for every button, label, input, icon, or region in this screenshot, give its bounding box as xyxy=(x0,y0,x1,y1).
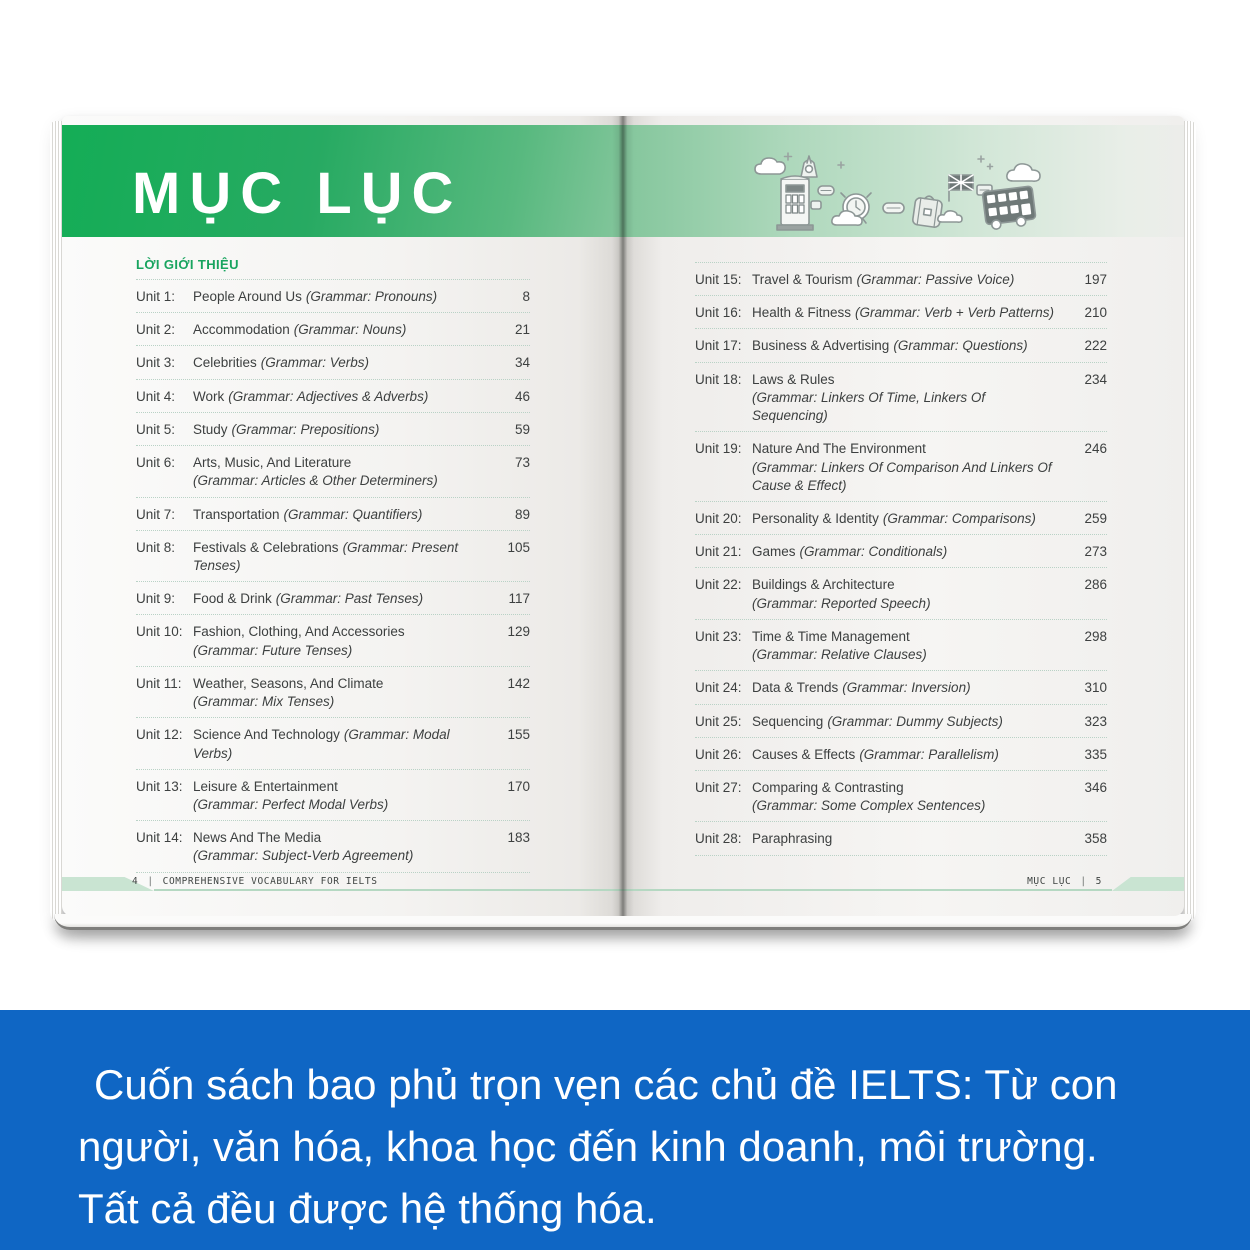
unit-title xyxy=(752,576,1069,612)
header-band-light xyxy=(623,125,1184,237)
grammar-note: (Grammar: Comparisons) xyxy=(882,510,1036,526)
unit-title xyxy=(193,675,492,711)
toc-entry xyxy=(695,535,1107,568)
unit-title-text: Causes & Effects xyxy=(752,746,856,762)
unit-title xyxy=(193,321,492,339)
footer-book-title: COMPREHENSIVE VOCABULARY FOR IELTS xyxy=(162,876,378,887)
unit-title-text: Time & Time Management xyxy=(752,628,910,644)
caption-banner xyxy=(0,1010,1250,1250)
unit-title xyxy=(193,726,492,762)
unit-title xyxy=(752,510,1069,528)
toc-entry xyxy=(136,667,530,718)
unit-title xyxy=(752,713,1069,731)
unit-label: Unit 1: xyxy=(136,289,176,304)
footer-ribbon xyxy=(1112,877,1184,891)
page-number: 358 xyxy=(1084,831,1107,847)
unit-title-text: Health & Fitness xyxy=(752,305,852,321)
toc-entry xyxy=(136,498,530,531)
grammar-note: (Grammar: Dummy Subjects) xyxy=(827,713,1003,729)
page-stack-bottom xyxy=(54,914,1192,930)
toc-entry xyxy=(136,380,530,413)
toc-entry xyxy=(695,502,1107,535)
toc-right xyxy=(695,262,1107,856)
page-number: 234 xyxy=(1084,371,1107,387)
unit-title-text: Data & Trends xyxy=(752,680,839,696)
page-number: 197 xyxy=(1084,272,1107,287)
unit-label: Unit 11: xyxy=(136,675,182,691)
stamp-icon xyxy=(883,203,904,213)
grammar-note: (Grammar: Perfect Modal Verbs) xyxy=(193,796,389,812)
footer-rule xyxy=(154,889,623,892)
grammar-note: (Grammar: Linkers Of Comparison And Linkers Of Cause & Effect) xyxy=(752,459,1052,493)
toc-entry xyxy=(136,615,530,666)
footer-rule xyxy=(623,889,1112,892)
unit-title xyxy=(752,371,1069,426)
header-band xyxy=(62,125,623,237)
grammar-note: (Grammar: Conditionals) xyxy=(799,544,948,560)
unit-label: Unit 10: xyxy=(136,624,183,640)
unit-title xyxy=(193,623,492,659)
page-number: 259 xyxy=(1084,510,1107,526)
unit-title xyxy=(752,830,1069,848)
footer-separator: | xyxy=(1080,876,1087,887)
page-number: 323 xyxy=(1084,713,1107,729)
unit-label: Unit 15: xyxy=(695,272,742,287)
page-number: 129 xyxy=(507,624,530,640)
grammar-note: (Grammar: Pronouns) xyxy=(305,289,438,304)
toc-entry xyxy=(136,313,530,346)
toc-entry xyxy=(695,363,1107,433)
unit-label: Unit 13: xyxy=(136,778,183,794)
page-number: 89 xyxy=(514,506,530,522)
grammar-note: (Grammar: Questions) xyxy=(893,338,1028,354)
unit-title xyxy=(752,746,1069,764)
toc-entry xyxy=(695,771,1107,822)
grammar-note: (Grammar: Verbs) xyxy=(260,355,370,371)
unit-title xyxy=(193,590,492,608)
unit-title xyxy=(752,440,1069,495)
grammar-note: (Grammar: Linkers Of Time, Linkers Of Sequencing) xyxy=(752,389,986,424)
page-stack-left xyxy=(50,121,62,922)
unit-label: Unit 22: xyxy=(695,577,742,593)
page-number: 117 xyxy=(508,591,530,607)
unit-title-text: Weather, Seasons, And Climate xyxy=(193,675,384,691)
unit-title-text: Personality & Identity xyxy=(752,510,879,526)
unit-label: Unit 25: xyxy=(695,713,742,729)
big-ben-icon xyxy=(801,156,817,177)
unit-label: Unit 8: xyxy=(136,539,176,555)
grammar-note: (Grammar: Quantifiers) xyxy=(283,506,423,522)
caption-line: Tất cả đều được hệ thống hóa. xyxy=(78,1185,657,1232)
unit-title-text: Transportation xyxy=(193,506,280,522)
bus-icon xyxy=(982,186,1036,230)
page-number: 335 xyxy=(1084,746,1107,762)
unit-label: Unit 20: xyxy=(695,510,742,526)
unit-title-text: News And The Media xyxy=(193,830,322,846)
book-spine xyxy=(612,116,634,916)
page-number: 346 xyxy=(1084,779,1107,795)
page-number: 46 xyxy=(514,388,530,404)
unit-label: Unit 18: xyxy=(695,371,742,387)
left-page-footer xyxy=(62,875,623,892)
footer-section-label: MỤC LỤC xyxy=(1027,876,1072,887)
page-number: 21 xyxy=(514,322,530,338)
unit-title-text: Buildings & Architecture xyxy=(752,577,895,593)
unit-label: Unit 12: xyxy=(136,727,183,743)
grammar-note: (Grammar: Passive Voice) xyxy=(856,272,1015,287)
page-number: 210 xyxy=(1084,305,1107,321)
grammar-note: (Grammar: Future Tenses) xyxy=(193,642,353,658)
unit-title-text: Festivals & Celebrations xyxy=(193,539,339,555)
unit-title xyxy=(752,304,1069,322)
intro-heading: LỜI GIỚI THIỆU xyxy=(136,257,530,280)
grammar-note: (Grammar: Some Complex Sentences) xyxy=(752,798,986,814)
toc-entry xyxy=(695,263,1107,296)
unit-label: Unit 9: xyxy=(136,591,176,607)
unit-title xyxy=(193,354,492,372)
unit-title-text: Laws & Rules xyxy=(752,371,835,387)
unit-title-text: Business & Advertising xyxy=(752,338,890,354)
unit-title xyxy=(193,506,492,524)
unit-label: Unit 2: xyxy=(136,322,176,338)
page-title: MỤC LỤC xyxy=(132,161,463,226)
toc-entry xyxy=(136,770,530,821)
unit-label: Unit 5: xyxy=(136,421,176,437)
unit-label: Unit 7: xyxy=(136,506,176,522)
page-number: 222 xyxy=(1084,338,1107,354)
toc-entry xyxy=(695,296,1107,329)
suitcase-icon xyxy=(912,194,943,227)
stamp-icon xyxy=(811,186,834,209)
grammar-note: (Grammar: Subject-Verb Agreement) xyxy=(193,848,414,864)
unit-title-text: Work xyxy=(193,388,225,404)
grammar-note: (Grammar: Prepositions) xyxy=(231,421,380,437)
unit-title xyxy=(752,779,1069,815)
grammar-note: (Grammar: Relative Clauses) xyxy=(752,647,927,663)
grammar-note: (Grammar: Nouns) xyxy=(293,322,407,338)
unit-title-text: Comparing & Contrasting xyxy=(752,779,904,795)
unit-title xyxy=(193,778,492,814)
grammar-note: (Grammar: Inversion) xyxy=(842,680,971,696)
unit-title-text: Travel & Tourism xyxy=(752,272,853,287)
unit-title xyxy=(752,543,1069,561)
unit-label: Unit 16: xyxy=(695,305,742,321)
unit-label: Unit 28: xyxy=(695,831,742,847)
unit-title-text: Leisure & Entertainment xyxy=(193,778,338,794)
phone-booth-icon xyxy=(777,176,813,230)
toc-entry xyxy=(695,738,1107,771)
unit-title xyxy=(193,288,492,306)
toc-entry xyxy=(136,821,530,872)
unit-title-text: Science And Technology xyxy=(193,727,340,743)
unit-title-text: Celebrities xyxy=(193,355,257,371)
grammar-note: (Grammar: Mix Tenses) xyxy=(193,694,335,710)
toc-entry xyxy=(136,413,530,446)
toc-left xyxy=(136,257,530,873)
toc-entry xyxy=(695,432,1107,502)
toc-entry xyxy=(136,582,530,615)
page-number: 273 xyxy=(1084,544,1107,560)
right-page xyxy=(623,116,1184,916)
page-number: 310 xyxy=(1084,680,1107,696)
unit-title xyxy=(193,421,492,439)
unit-label: Unit 14: xyxy=(136,830,183,846)
toc-entry xyxy=(695,568,1107,619)
cloud-icon xyxy=(755,158,785,174)
unit-label: Unit 3: xyxy=(136,355,176,371)
unit-label: Unit 19: xyxy=(695,441,742,457)
unit-title-text: Accommodation xyxy=(193,322,290,338)
page-number: 73 xyxy=(514,455,530,471)
footer-page-number: 4 xyxy=(132,876,139,887)
page-stack-right xyxy=(1184,121,1196,922)
unit-label: Unit 4: xyxy=(136,388,176,404)
page-number: 105 xyxy=(507,539,530,555)
page-number: 298 xyxy=(1084,628,1107,644)
toc-entry xyxy=(695,822,1107,855)
unit-title xyxy=(193,829,492,865)
unit-title-text: Paraphrasing xyxy=(752,831,833,847)
unit-title-text: Arts, Music, And Literature xyxy=(193,455,352,471)
toc-entry xyxy=(136,718,530,769)
page-number: 155 xyxy=(507,727,530,743)
toc-entry xyxy=(695,620,1107,671)
unit-title xyxy=(752,337,1069,355)
grammar-note: (Grammar: Modal Verbs) xyxy=(193,727,450,761)
page-number: 183 xyxy=(507,830,530,846)
toc-entry xyxy=(136,280,530,313)
unit-title-text: Nature And The Environment xyxy=(752,441,926,457)
page-number: 246 xyxy=(1084,441,1107,457)
unit-title-text: Sequencing xyxy=(752,713,824,729)
unit-label: Unit 27: xyxy=(695,779,742,795)
toc-entry xyxy=(136,446,530,497)
footer-page-number: 5 xyxy=(1095,876,1102,887)
grammar-note: (Grammar: Reported Speech) xyxy=(752,595,931,611)
grammar-note: (Grammar: Present Tenses) xyxy=(193,539,459,573)
unit-title-text: Games xyxy=(752,544,796,560)
unit-title xyxy=(193,388,492,406)
unit-title xyxy=(752,271,1069,289)
unit-title xyxy=(752,679,1069,697)
unit-title xyxy=(193,454,492,490)
caption-line: Cuốn sách bao phủ trọn vẹn các chủ đề IELTS: Từ con xyxy=(94,1061,1118,1108)
unit-title xyxy=(193,539,492,575)
unit-label: Unit 26: xyxy=(695,746,742,762)
sparkle-icon xyxy=(785,153,993,169)
unit-label: Unit 23: xyxy=(695,628,742,644)
toc-entry xyxy=(136,346,530,379)
page-number: 170 xyxy=(507,778,530,794)
unit-label: Unit 24: xyxy=(695,680,742,696)
left-page xyxy=(62,116,623,916)
page-number: 286 xyxy=(1084,577,1107,593)
caption-line: người, văn hóa, khoa học đến kinh doanh, môi trường. xyxy=(78,1123,1098,1170)
uk-flag-icon xyxy=(949,175,973,201)
toc-entry xyxy=(136,531,530,582)
unit-title-text: Study xyxy=(193,421,228,437)
unit-title-text: People Around Us xyxy=(193,289,302,304)
unit-label: Unit 21: xyxy=(695,544,742,560)
page-number: 34 xyxy=(514,355,530,371)
unit-title xyxy=(752,628,1069,664)
unit-label: Unit 17: xyxy=(695,338,742,354)
toc-entry xyxy=(695,705,1107,738)
london-doodles xyxy=(741,143,1053,255)
grammar-note: (Grammar: Articles & Other Determiners) xyxy=(193,473,438,489)
cloud-icon xyxy=(1007,164,1040,181)
page-number: 142 xyxy=(507,675,530,691)
grammar-note: (Grammar: Parallelism) xyxy=(859,746,999,762)
right-page-footer xyxy=(623,875,1184,892)
grammar-note: (Grammar: Verb + Verb Patterns) xyxy=(855,305,1054,321)
toc-entry xyxy=(695,671,1107,704)
page-number: 59 xyxy=(514,421,530,437)
grammar-note: (Grammar: Adjectives & Adverbs) xyxy=(228,388,429,404)
unit-title-text: Fashion, Clothing, And Accessories xyxy=(193,624,405,640)
grammar-note: (Grammar: Past Tenses) xyxy=(275,591,424,607)
unit-title-text: Food & Drink xyxy=(193,591,272,607)
open-book xyxy=(62,116,1184,916)
toc-entry xyxy=(695,329,1107,362)
page-number: 8 xyxy=(522,289,530,304)
unit-label: Unit 6: xyxy=(136,455,176,471)
footer-separator: | xyxy=(147,876,154,887)
